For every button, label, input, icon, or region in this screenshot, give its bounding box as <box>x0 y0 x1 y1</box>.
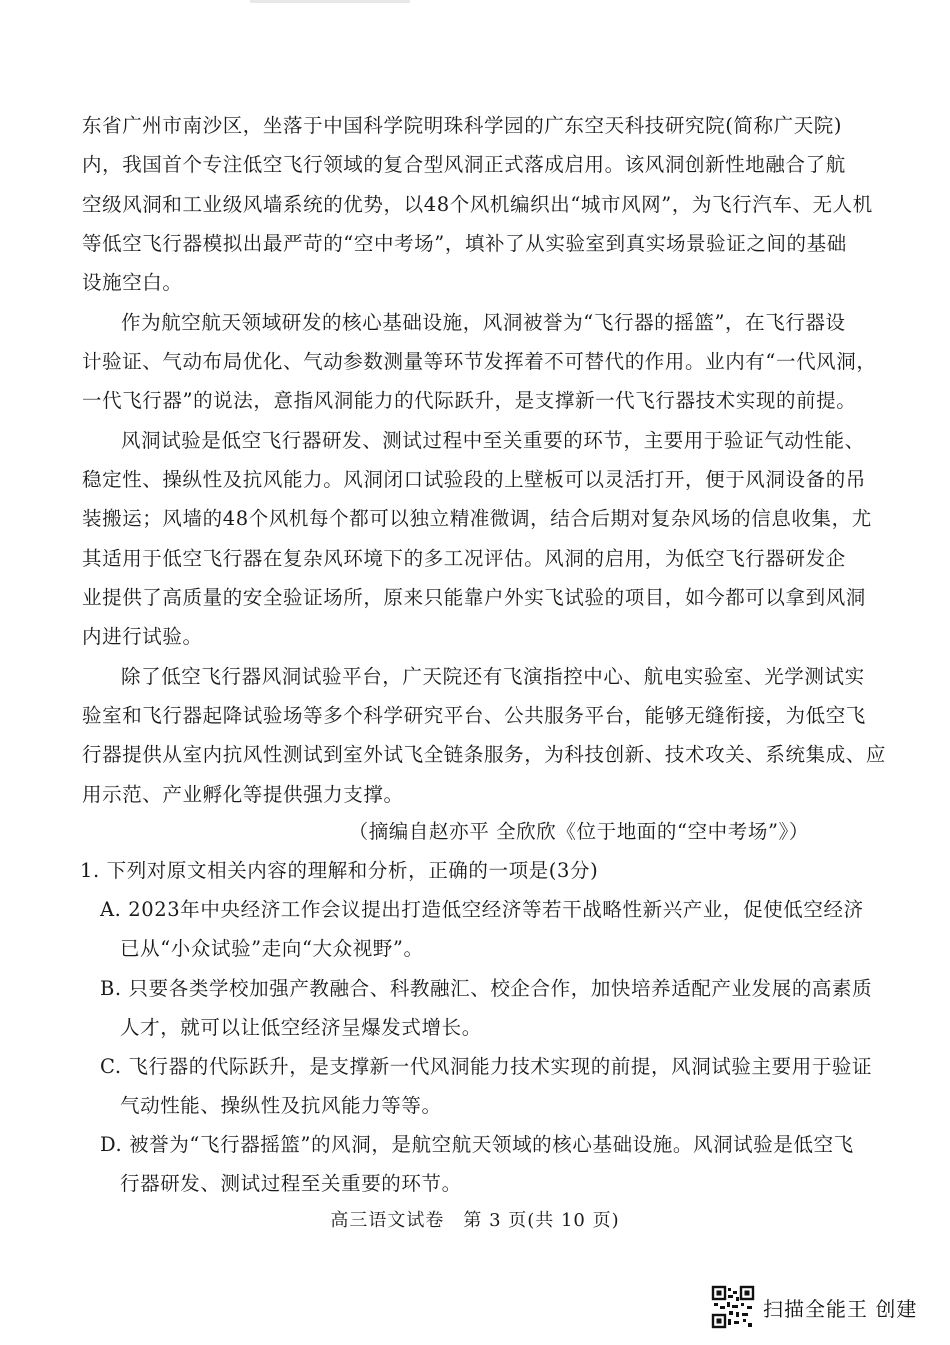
scanner-watermark <box>711 1284 917 1330</box>
option-c-line-1: C. 飞行器的代际跃升，是支撑新一代风洞能力技术实现的前提，风洞试验主要用于验证 <box>100 1055 873 1078</box>
article-p1-line-4: 等低空飞行器模拟出最严苛的“空中考场”，填补了从实验室到真实场景验证之间的基础 <box>82 232 847 255</box>
option-c-line-2: 气动性能、操纵性及抗风能力等等。 <box>120 1094 442 1117</box>
article-p4-line-1: 除了低空飞行器风洞试验平台，广天院还有飞演指控中心、航电实验室、光学测试实 <box>121 665 865 688</box>
article-p2-line-1: 作为航空航天领域研发的核心基础设施，风洞被誉为“飞行器的摇篮”，在飞行器设 <box>121 311 846 334</box>
option-b-line-1: B. 只要各类学校加强产教融合、科教融汇、校企合作，加快培养适配产业发展的高素质 <box>100 977 873 1000</box>
option-d-line-1: D. 被誉为“飞行器摇篮”的风洞，是航空航天领域的核心基础设施。风洞试验是低空飞 <box>100 1133 854 1156</box>
article-p4-line-2: 验室和飞行器起降试验场等多个科学研究平台、公共服务平台，能够无缝衔接，为低空飞 <box>82 704 866 727</box>
article-p1-line-3: 空级风洞和工业级风墙系统的优势，以48个风机编织出“城市风网”，为飞行汽车、无人机 <box>82 193 873 216</box>
article-p3-line-1: 风洞试验是低空飞行器研发、测试过程中至关重要的环节，主要用于验证气动性能、 <box>121 429 865 452</box>
option-a-line-1: A. 2023年中央经济工作会议提出打造低空经济等若干战略性新兴产业，促使低空经济 <box>100 898 864 921</box>
article-p3-line-6: 内进行试验。 <box>82 625 203 648</box>
article-p1-line-2: 内，我国首个专注低空飞行领域的复合型风洞正式落成启用。该风洞创新性地融合了航 <box>82 153 846 176</box>
article-p1-line-1: 东省广州市南沙区，坐落于中国科学院明珠科学园的广东空天科技研究院(简称广天院) <box>82 114 843 137</box>
article-p4-line-4: 用示范、产业孵化等提供强力支撑。 <box>82 783 404 806</box>
article-p1-line-5: 设施空白。 <box>82 271 183 294</box>
option-a-line-2: 已从“小众试验”走向“大众视野”。 <box>120 937 424 960</box>
scanner-label: 扫描全能王 创建 <box>763 1296 918 1321</box>
question-title: 1. 下列对原文相关内容的理解和分析，正确的一项是(3分) <box>80 859 599 882</box>
article-p3-line-2: 稳定性、操纵性及抗风能力。风洞闭口试验段的上壁板可以灵活打开，便于风洞设备的吊 <box>82 468 866 491</box>
scan-smudge <box>250 0 410 3</box>
article-p2-line-3: 一代飞行器”的说法，意指风洞能力的代际跃升，是支撑新一代飞行器技术实现的前提。 <box>82 389 857 412</box>
qr-code-icon <box>711 1285 755 1329</box>
article-p4-line-3: 行器提供从室内抗风性测试到室外试飞全链条服务，为科技创新、技术攻关、系统集成、应 <box>82 743 887 766</box>
article-source: （摘编自赵亦平 全欣欣《位于地面的“空中考场”》） <box>348 820 809 843</box>
option-d-line-2: 行器研发、测试过程至关重要的环节。 <box>120 1172 462 1195</box>
page-footer: 高三语文试卷 第 3 页(共 10 页) <box>330 1210 620 1231</box>
article-p3-line-5: 业提供了高质量的安全验证场所，原来只能靠户外实飞试验的项目，如今都可以拿到风洞 <box>82 586 866 609</box>
article-p3-line-4: 其适用于低空飞行器在复杂风环境下的多工况评估。风洞的启用，为低空飞行器研发企 <box>82 547 846 570</box>
option-b-line-2: 人才，就可以让低空经济呈爆发式增长。 <box>120 1016 482 1039</box>
article-p3-line-3: 装搬运；风墙的48个风机每个都可以独立精准微调，结合后期对复杂风场的信息收集，尤 <box>82 507 872 530</box>
article-p2-line-2: 计验证、气动布局优化、气动参数测量等环节发挥着不可替代的作用。业内有“一代风洞， <box>82 350 877 373</box>
